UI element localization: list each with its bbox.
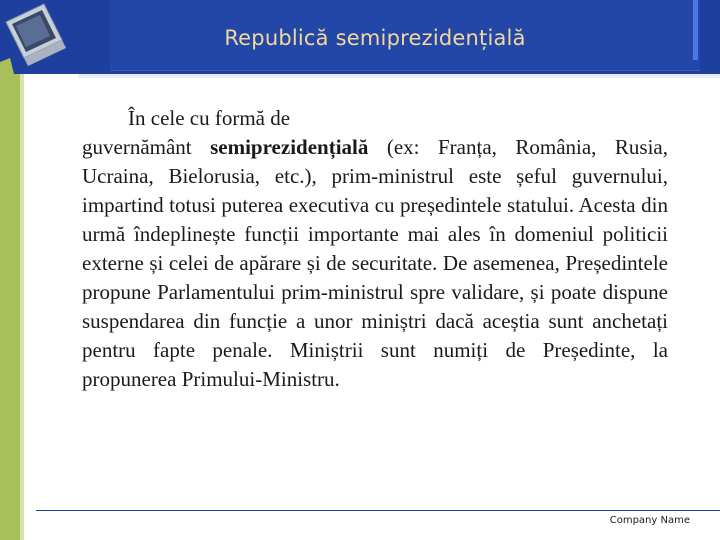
left-accent-bar <box>0 74 20 540</box>
footer-rule <box>36 510 720 511</box>
body-text-rest: (ex: Franța, România, Rusia, Ucraina, Bielorusia, etc.), prim-ministrul este șeful guvernului, impartind totusi puterea executiva cu președintele statului. Acesta din urmă îndeplinește funcții importante mai ales în domeniul politicii externe și celei de apărare și de securitate. De asemenea, Președintele propune Parlamentului prim-ministrul spre validare, și poate dispune suspendarea din funcție a unor miniștri dacă aceștia sunt anchetați pentru fapte penale. Miniștrii sunt numiți de Președinte, la propunerea Primului-Ministru. <box>82 135 668 391</box>
page-title: Republică semiprezidențială <box>224 26 526 50</box>
header-accent-rule <box>693 0 698 60</box>
left-accent-shade <box>20 74 24 540</box>
body-paragraph <box>82 133 668 394</box>
top-accent-line <box>78 74 720 78</box>
logo <box>0 0 78 74</box>
body-text-prefix: guvernământ <box>82 135 211 159</box>
body-first-line: În cele cu formă de <box>128 106 291 130</box>
computer-monitor-icon <box>0 0 78 74</box>
footer-company-name: Company Name <box>609 515 690 526</box>
body-bold-term: semiprezidențială <box>210 135 369 159</box>
slide-body-text <box>82 104 668 394</box>
